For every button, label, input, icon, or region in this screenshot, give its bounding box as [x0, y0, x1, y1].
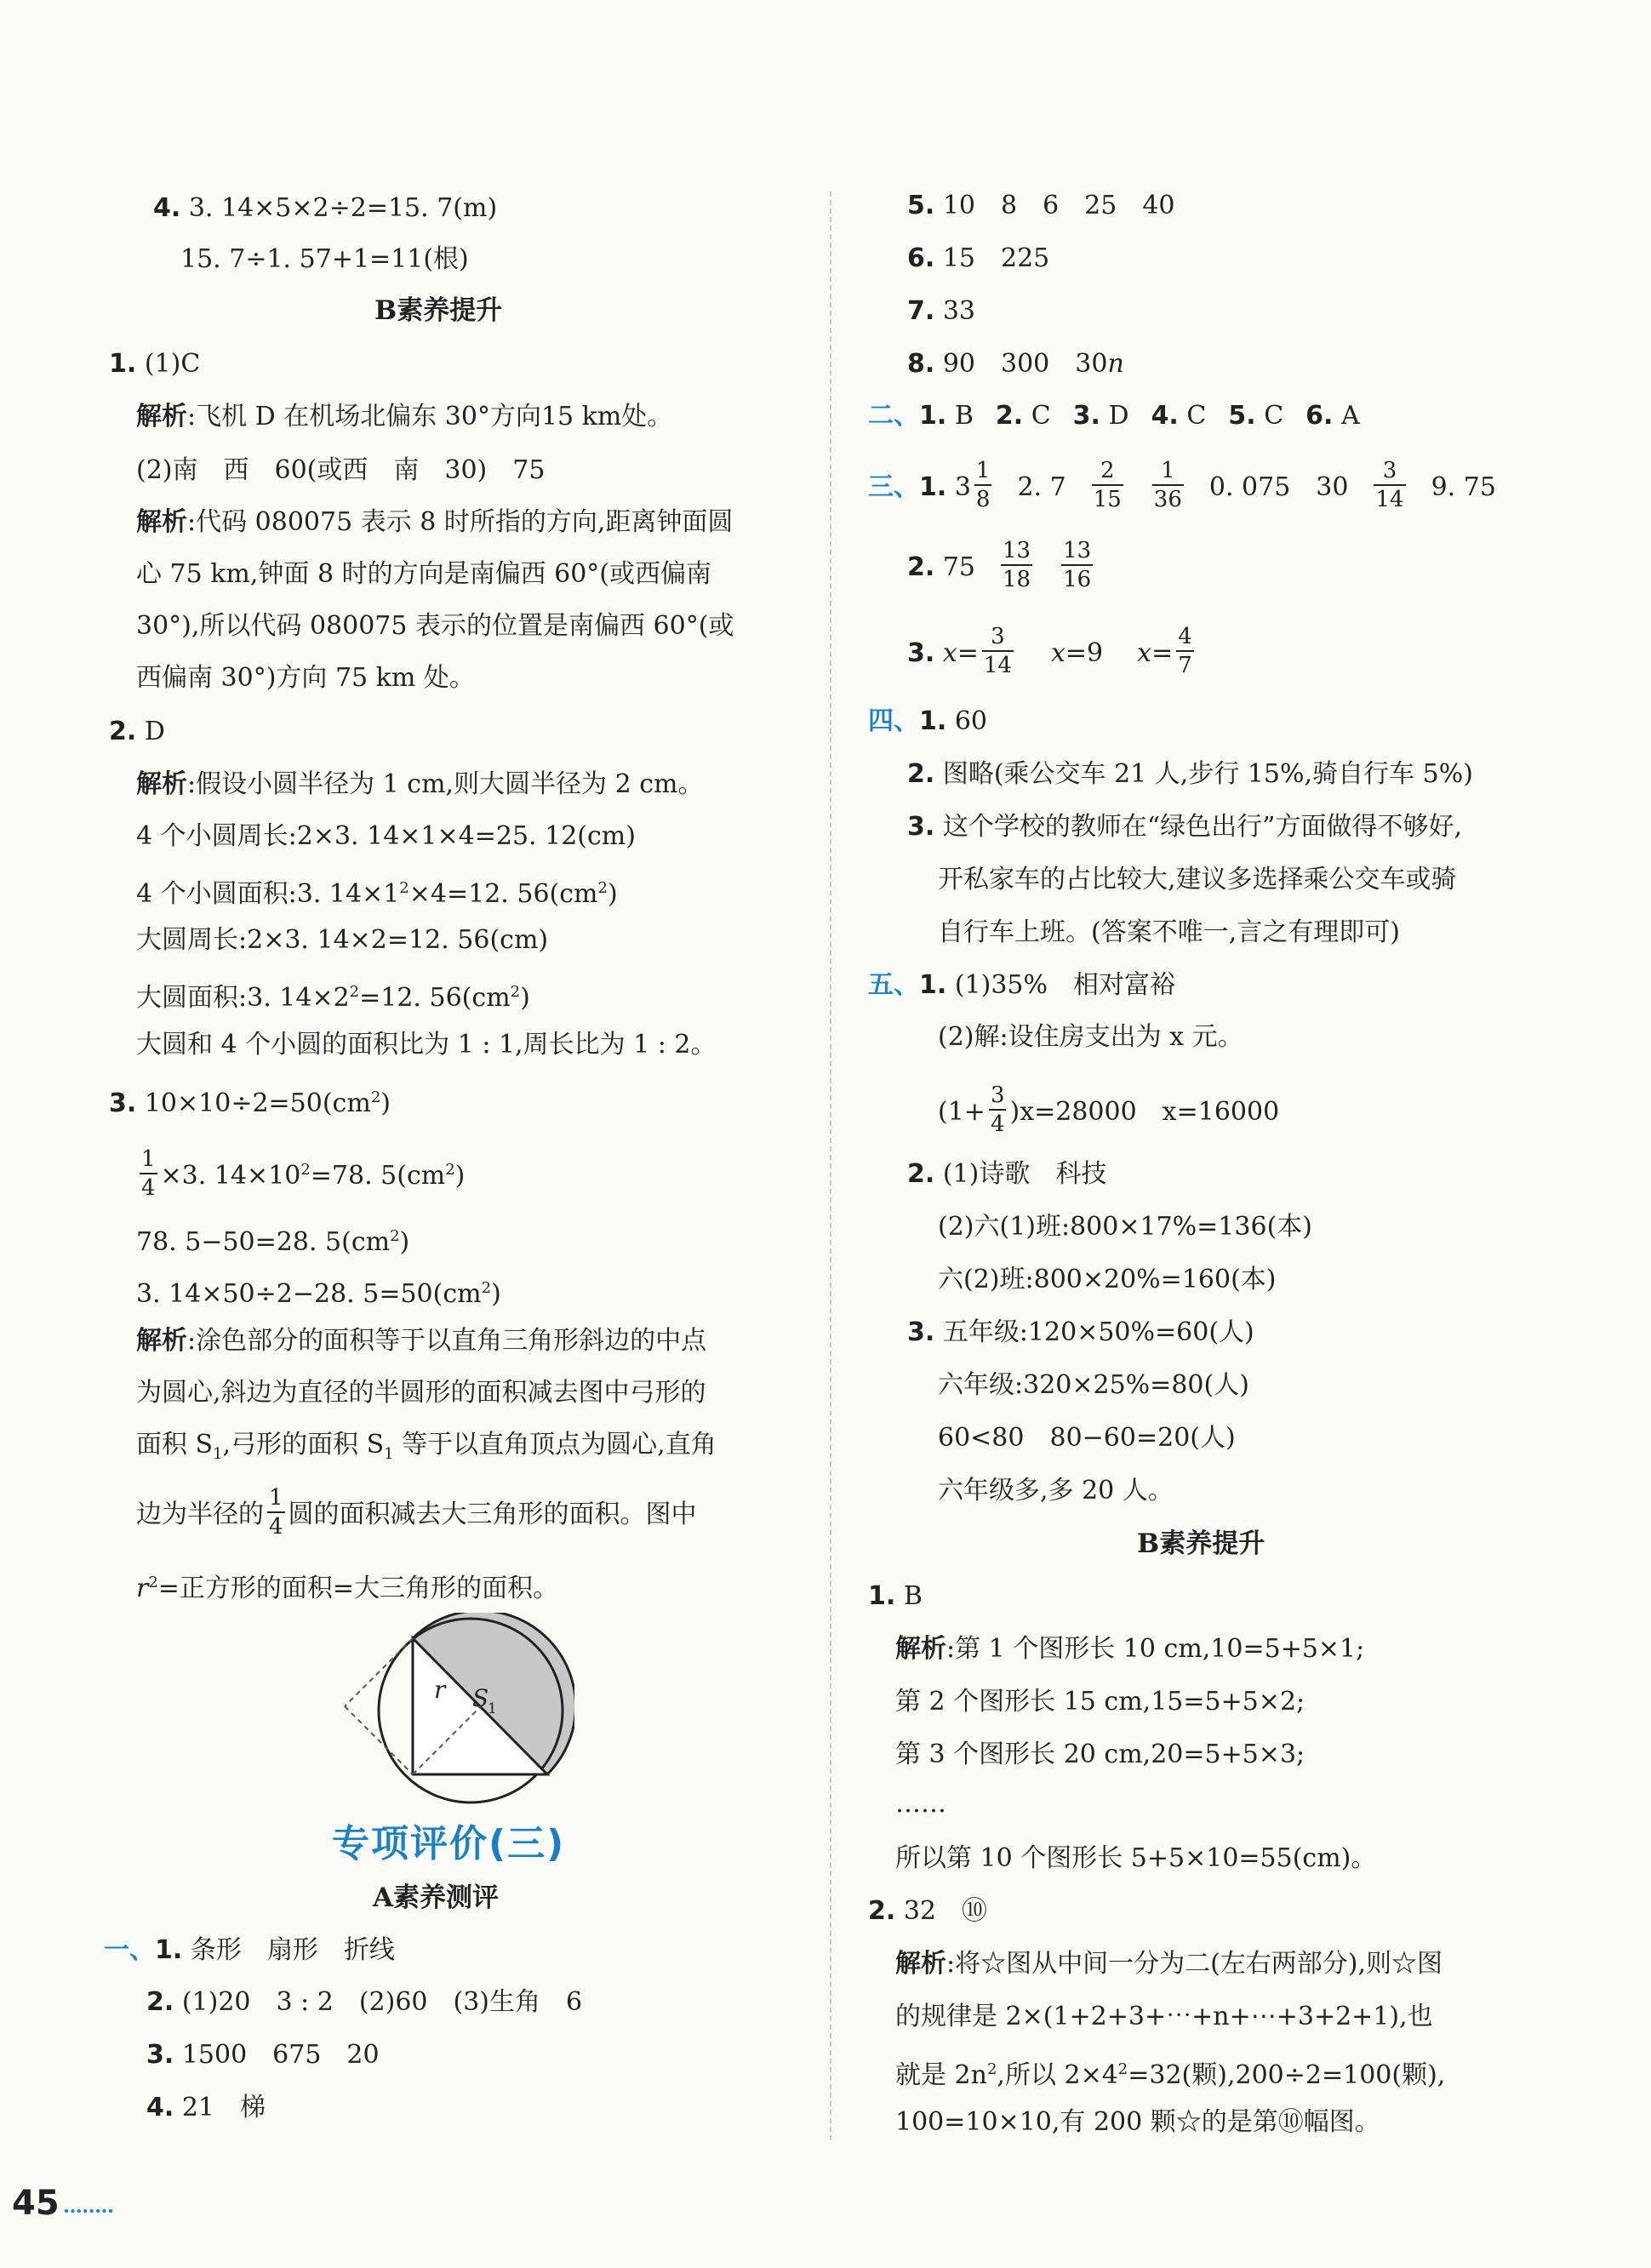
b-q1-answer: 1. B — [868, 1581, 923, 1611]
b-q2-line-4: 100=10×10,有 200 颗☆的是第⑩幅图。 — [895, 2107, 1380, 2137]
q1-answer-1: 1. (1)C — [109, 349, 201, 379]
q3-line-2: $\frac{1}{4}$ ×3. $14\times 10^2=78$. $5(cm^2)$ — [141, 1146, 466, 1201]
circle-triangle-figure — [336, 1613, 574, 1808]
section-heading-b-2: B素养提升 — [1137, 1528, 1265, 1559]
b-q2-line-2: 的规律是 2×(1+2+3+⋯+n+⋯+3+2+1),也 — [895, 2002, 1433, 2031]
part-1-q1: 一、1. 条形 扇形 折线 — [104, 1935, 395, 1965]
section-heading-a: A素养测评 — [373, 1882, 500, 1913]
q1-answer-2: (2)南 西 60(或西 南 30) 75 — [136, 455, 546, 485]
part-2-answers: 二、1. B 2. C 3. D 4. C 5. C 6. A — [868, 401, 1360, 431]
q3-explanation-line-3: 面积 $S_1$,弓形的面积 $S_1$ 等于以直角顶点为圆心,直角 — [136, 1430, 717, 1463]
part-5-q2: 2. (1)诗歌 科技 — [907, 1159, 1107, 1189]
part-5-q1: 五、1. (1)35% 相对富裕 — [868, 970, 1176, 1000]
label-s-subscript: 1 — [488, 1700, 497, 1717]
label-s: S — [472, 1684, 489, 1712]
part-3-q3: 3. x= $\frac{3}{14}$ x=9 x= $\frac{4}{7}$ — [907, 624, 1192, 678]
part-1-q2: 2. (1)20 3 : 2 (2)60 (3)生角 6 — [146, 1987, 583, 2017]
q1-explanation-2-line-2: 心 75 km,钟面 8 时的方向是南偏西 60°(或西偏南 — [136, 559, 711, 589]
q3-explanation-line-5: $r^2=$正方形的面积=大三角形的面积。 — [136, 1574, 559, 1603]
part-5-q2-line-2: (2)六(1)班:800×17%=136(本) — [938, 1212, 1312, 1242]
q2-explanation: 解析:假设小圆半径为 1 cm,则大圆半径为 2 cm。 — [136, 769, 704, 799]
q3-line-3: 78. 5−50=28. $5(cm^2)$ — [136, 1227, 410, 1257]
part-4-q1: 四、1. 60 — [868, 706, 988, 736]
b-q1-explanation: 解析:第 1 个图形长 10 cm,10=5+5×1; — [895, 1634, 1365, 1664]
part-5-q2-line-3: 六(2)班:800×20%=160(本) — [938, 1265, 1277, 1294]
q2-line-3: 4 个小圆面积:3. $14\times 1^2\times 4=12$. $56(cm^2)$ — [136, 879, 618, 909]
part-1-q4: 4. 21 梯 — [146, 2093, 266, 2122]
item-4-line-1: 4. 3. 14×5×2÷2=15. 7(m) — [153, 193, 498, 223]
q2-answer: 2. D — [109, 717, 165, 746]
part-1-q5: 5. 10 8 6 25 40 — [907, 191, 1175, 220]
page-number: 45 — [12, 2184, 60, 2223]
b-q2-answer: 2. 32 ⑩ — [868, 1896, 988, 1926]
q3-line-1: 3. $10\times 10\div 2=50(cm^2)$ — [109, 1088, 391, 1118]
section-title: 专项评价(三) — [332, 1822, 566, 1865]
q3-line-4: 3. 14×50÷2−28. $5=50(cm^2)$ — [136, 1279, 501, 1309]
part-1-q6: 6. 15 225 — [907, 243, 1050, 273]
b-q1-line-4: …… — [895, 1789, 946, 1819]
q1-explanation-2-line-3: 30°),所以代码 080075 表示的位置是南偏西 60°(或 — [136, 611, 734, 641]
part-5-q3-line-2: 六年级:320×25%=80(人) — [938, 1370, 1249, 1400]
q3-explanation-line-4: 边为半径的 $\frac{1}{4}$ 圆的面积减去大三角形的面积。图中 — [136, 1485, 697, 1540]
b-q1-line-3: 第 3 个图形长 20 cm,20=5+5×3; — [895, 1740, 1305, 1769]
q3-explanation: 解析:涂色部分的面积等于以直角三角形斜边的中点 — [136, 1326, 707, 1356]
part-4-q3-line-3: 自行车上班。(答案不唯一,言之有理即可) — [938, 917, 1400, 947]
part-5-q3-line-3: 60<80 80−60=20(人) — [938, 1423, 1236, 1453]
b-q2-explanation: 解析:将☆图从中间一分为二(左右两部分),则☆图 — [895, 1949, 1443, 1979]
part-4-q2: 2. 图略(乘公交车 21 人,步行 15%,骑自行车 5%) — [907, 759, 1473, 789]
q2-line-5: 大圆面积:3. $14\times 2^2=12$. $56(cm^2)$ — [136, 983, 530, 1013]
part-4-q3: 3. 这个学校的教师在“绿色出行”方面做得不够好, — [907, 812, 1463, 842]
b-q2-line-3: 就是 $2n^2$,所以 $2\times 4^2=32$(颗),200÷2=100(颗), — [895, 2060, 1446, 2090]
q1-explanation-1: 解析:飞机 D 在机场北偏东 30°方向15 km处。 — [136, 402, 673, 431]
section-heading-b: B素养提升 — [374, 295, 503, 326]
q1-explanation-2: 解析:代码 080075 表示 8 时所指的方向,距离钟面圆 — [136, 507, 734, 537]
part-5-q1-line-2: (2)解:设住房支出为 x 元。 — [938, 1022, 1243, 1052]
q2-line-4: 大圆周长:2×3. 14×2=12. 56(cm) — [136, 925, 549, 955]
part-5-q3-line-4: 六年级多,多 20 人。 — [938, 1476, 1174, 1505]
q3-explanation-line-2: 为圆心,斜边为直径的半圆形的面积减去图中弓形的 — [136, 1378, 706, 1408]
q1-explanation-2-line-4: 西偏南 30°)方向 75 km 处。 — [136, 663, 475, 693]
part-3-q2: 2. 75 $\frac{13}{18}$ $\frac{13}{16}$ — [907, 538, 1092, 592]
item-4-line-2: 15. 7÷1. 57+1=11(根) — [180, 244, 469, 274]
part-3-q1: 三、1. 3 $\frac{1}{8}$ 2. 7 $\frac{2}{15}$ $\frac{1}{36}$ 0. 075 30 $\frac{3}{14}$ 9. 75 — [868, 458, 1496, 512]
part-4-q3-line-2: 开私家车的占比较大,建议多选择乘公交车或骑 — [938, 865, 1457, 894]
part-5-q3: 3. 五年级:120×50%=60(人) — [907, 1317, 1254, 1347]
page-number-decoration — [65, 2201, 112, 2213]
b-q1-line-2: 第 2 个图形长 15 cm,15=5+5×2; — [895, 1687, 1305, 1717]
part-5-q1-line-3: (1+ $\frac{3}{4}$ )x=28000 x=16000 — [938, 1083, 1280, 1137]
q2-line-2: 4 个小圆周长:2×3. 14×1×4=25. 12(cm) — [136, 821, 636, 851]
q2-line-6: 大圆和 4 个小圆的面积比为 1 : 1,周长比为 1 : 2。 — [136, 1030, 717, 1060]
column-divider — [830, 191, 831, 2140]
part-1-q7: 7. 33 — [907, 296, 976, 326]
label-r: r — [434, 1676, 446, 1704]
part-1-q3: 3. 1500 675 20 — [146, 2040, 380, 2070]
b-q1-line-5: 所以第 10 个图形长 5+5×10=55(cm)。 — [895, 1843, 1377, 1873]
part-1-q8: 8. 90 300 30n — [907, 349, 1124, 379]
